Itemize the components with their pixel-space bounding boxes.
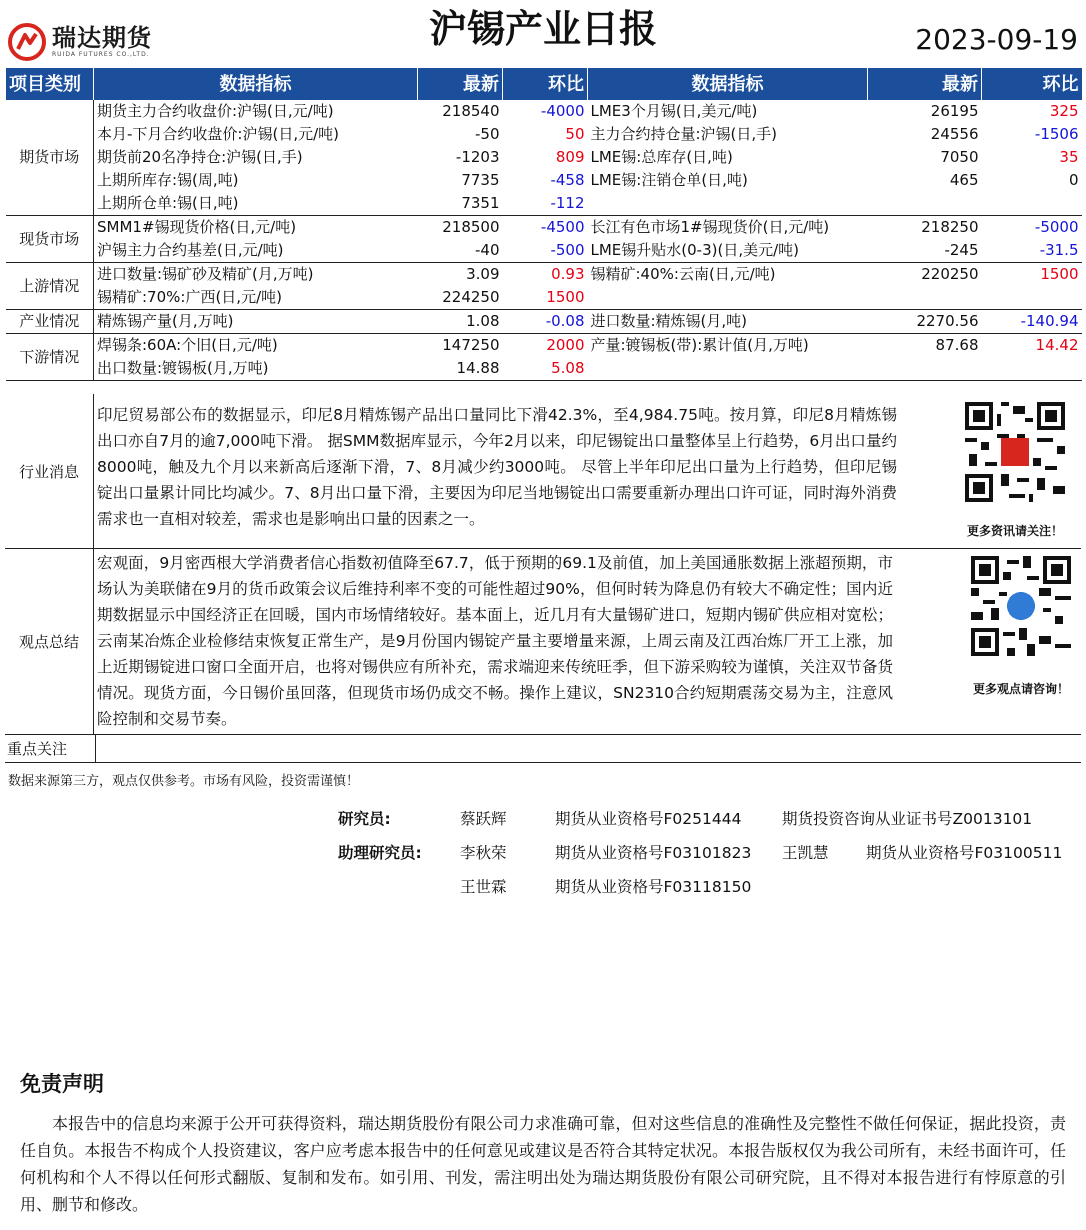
latest-cell [868,286,982,310]
latest-cell: 224250 [418,286,503,310]
change-cell: -5000 [1034,218,1079,236]
assistant-name: 王世霖 [460,878,507,896]
change-cell: -112 [503,192,588,216]
change-cell: 809 [555,148,585,166]
indicator-cell: 精炼锡产量(月,万吨) [94,310,418,334]
indicator-cell: LME3个月锡(日,美元/吨) [590,102,758,120]
change-cell: -31.5 [982,239,1082,263]
latest-cell: 1.08 [418,310,503,334]
table-row [6,123,1082,146]
focus-category: 重点关注 [5,734,96,762]
change-cell: -500 [503,239,588,263]
col-header-indicator-right: 数据指标 [588,68,868,100]
indicator-cell: 上期所仓单:锡(日,吨) [94,192,418,216]
logo-name: 瑞达期货 [52,24,152,52]
category-cell: 产业情况 [6,310,94,334]
indicator-cell: LME锡:注销仓单(日,吨) [590,171,748,189]
change-cell: 50 [565,125,585,143]
change-cell: -140.94 [982,310,1082,334]
change-cell: 1500 [503,286,588,310]
change-cell [982,286,1082,310]
qr-caption-news: 更多资讯请关注！ [966,524,1063,538]
change-cell: 5.08 [503,357,588,381]
indicator-cell [588,192,868,216]
latest-cell: -40 [418,239,503,263]
change-cell: 2000 [546,336,585,354]
disclaimer-title: 免责声明 [20,1072,104,1096]
col-header-indicator: 数据指标 [94,68,418,100]
indicator-cell: 锡精矿:40%:云南(日,元/吨) [590,265,776,283]
latest-cell: 218540 [442,102,500,120]
col-header-change: 环比 [503,68,588,100]
table-row [6,216,1082,240]
latest-cell: 14.88 [418,357,503,381]
latest-cell: 24556 [930,125,979,143]
latest-cell: 147250 [442,336,500,354]
table-row [6,169,1082,192]
change-cell: -4500 [540,218,585,236]
indicator-cell: 沪锡主力合约基差(日,元/吨) [94,239,418,263]
analyst-label: 研究员: [338,810,391,828]
indicator-cell [588,286,868,310]
category-cell: 期货市场 [6,100,94,216]
latest-cell [868,192,982,216]
category-cell: 下游情况 [6,334,94,381]
change-cell: -458 [550,171,585,189]
category-cell: 现货市场 [6,216,94,263]
latest-cell: 465 [949,171,979,189]
assistant-label: 助理研究员: [338,844,422,862]
latest-cell: 87.68 [935,336,979,354]
table-row [6,100,1082,123]
change-cell: 14.42 [1035,336,1079,354]
report-title: 沪锡产业日报 [428,7,657,51]
risk-note: 数据来源第三方，观点仅供参考。市场有风险，投资需谨慎！ [8,774,360,789]
latest-cell: 7050 [940,148,979,166]
indicator-cell: 产量:镀锡板(带):累计值(月,万吨) [590,336,809,354]
latest-cell: 3.09 [466,265,500,283]
change-cell: 0.93 [551,265,585,283]
logo-english-name: RUIDA FUTURES CO.,LTD. [52,51,150,58]
col-header-latest: 最新 [418,68,503,100]
view-summary-section [5,548,1081,735]
indicator-cell: 进口数量:精炼锡(月,吨) [588,310,868,334]
indicator-cell: LME锡升贴水(0-3)(日,美元/吨) [588,239,868,263]
assistant-cert: 期货从业资格号F03100511 [866,844,1063,862]
assistant-cert: 期货从业资格号F03118150 [555,878,752,896]
focus-section [5,734,1081,763]
indicator-cell: SMM1#锡现货价格(日,元/吨) [97,218,297,236]
latest-cell [868,357,982,381]
latest-cell: 2270.56 [868,310,982,334]
change-cell: -4000 [540,102,585,120]
industry-news-category: 行业消息 [5,394,94,548]
indicator-cell: LME锡:总库存(日,吨) [590,148,733,166]
indicator-cell: 长江有色市场1#锡现货价(日,元/吨) [590,218,830,236]
col-header-category: 项目类别 [6,68,94,100]
view-summary-text: 宏观面，9月密西根大学消费者信心指数初值降至67.7，低于预期的69.1及前值，加上美国通胀数据上涨超预期，市场认为美联储在9月的货币政策会议后维持利率不变的可能性超过90%，但何时转为降息仍有较大不确定性；国内近期数据显示中国经济正在回暖，国内市场情绪较好。基本面上，近几月有大量锡矿进口，短期内锡矿供应相对宽松；云南某冶炼企业检修结束恢复正常生产，是9月份国内锡锭产量主要增量来源，上周云南及江西冶炼厂开工上涨，加上近期锡锭进口窗口全面开启，也将对锡供应有所补充，需求端迎来传统旺季，但下游采购较为谨慎，关注双节备货情况。现货方面，今日锡价虽回落，但现货市场仍成交不畅。操作上建议，SN2310合约短期震荡交易为主，注意风险控制和交易节奏。 [97,554,893,728]
change-cell: 0 [1068,171,1079,189]
indicator-cell: 本月-下月合约收盘价:沪锡(日,元/吨) [97,125,339,143]
latest-cell: 7735 [461,171,500,189]
table-row [6,263,1082,287]
indicator-cell: 期货主力合约收盘价:沪锡(日,元/吨) [97,102,334,120]
change-cell [982,192,1082,216]
table-row [6,192,1082,216]
indicator-cell: 上期所库存:锡(周,吨) [97,171,239,189]
table-row [6,239,1082,263]
report-date: 2023-09-19 [915,23,1078,56]
col-header-latest-right: 最新 [868,68,982,100]
qr-code-icon [967,552,1075,660]
table-row [6,334,1082,358]
industry-news-section [5,394,1081,549]
assistant-name: 王凯慧 [782,844,829,862]
indicator-cell: 锡精矿:70%:广西(日,元/吨) [94,286,418,310]
view-summary-category: 观点总结 [5,548,94,734]
disclaimer-text: 本报告中的信息均来源于公开可获得资料，瑞达期货股份有限公司力求准确可靠，但对这些信息的准确性及完整性不做任何保证，据此投资，责任自负。本报告不构成个人投资建议，客户应考虑本报告中的任何意见或建议是否符合其特定状况。本报告版权仅为我公司所有，未经书面许可，任何机构和个人不得以任何形式翻版、复制和发布。如引用、刊发，需注明出处为瑞达期货股份有限公司研究院，且不得对本报告进行有悖原意的引用、删节和修改。 [20,1114,1066,1214]
qr-code-icon [961,398,1069,506]
change-cell: 325 [1049,102,1079,120]
industry-news-text: 印尼贸易部公布的数据显示，印尼8月精炼锡产品出口量同比下滑42.3%，至4,984.75吨。按月算，印尼8月精炼锡出口亦自7月的逾7,000吨下滑。 据SMM数据库显示，今年2月以来，印尼锡锭出口量整体呈上行趋势，6月出口量约8000吨，触及九个月以来新高后逐渐下滑，7、8月减少约3000吨。 尽管上半年印尼出口量为上行趋势，但印尼锡锭出口量累计同比均减少。7、8月出口量下滑，主要因为印尼当地锡锭出口需要重新办理出口许可证，同时海外消费需求也一直相对较差，需求也是影响出口量的因素之一。 [97,406,897,528]
indicator-cell [588,357,868,381]
table-header-row [6,68,1082,100]
table-row [6,146,1082,169]
change-cell: 1500 [1040,265,1079,283]
change-cell: -1506 [1034,125,1079,143]
table-row [6,286,1082,310]
table-row [6,310,1082,334]
change-cell: 35 [1059,148,1079,166]
latest-cell: -245 [868,239,982,263]
change-cell: -0.08 [503,310,588,334]
category-cell: 上游情况 [6,263,94,310]
qr-caption-view: 更多观点请咨询！ [972,682,1069,696]
indicator-cell: 进口数量:锡矿砂及精矿(月,万吨) [97,265,314,283]
analyst-name: 蔡跃辉 [460,810,507,828]
latest-cell: 218500 [442,218,500,236]
table-row [6,357,1082,381]
latest-cell: 7351 [418,192,503,216]
indicator-cell: 期货前20名净持仓:沪锡(日,手) [97,148,303,166]
change-cell [982,357,1082,381]
assistant-name: 李秋荣 [460,844,507,862]
latest-cell: 218250 [921,218,979,236]
col-header-change-right: 环比 [982,68,1082,100]
latest-cell: 26195 [930,102,979,120]
latest-cell: -1203 [455,148,500,166]
latest-cell: -50 [475,125,500,143]
assistant-cert: 期货从业资格号F03101823 [555,844,752,862]
analyst-cert: 期货从业资格号F0251444 [555,810,742,828]
data-table [5,68,1082,381]
latest-cell: 220250 [921,265,979,283]
indicator-cell: 出口数量:镀锡板(月,万吨) [94,357,418,381]
indicator-cell: 主力合约持仓量:沪锡(日,手) [590,125,778,143]
analyst-consult-cert: 期货投资咨询从业证书号Z0013101 [782,810,1033,828]
indicator-cell: 焊锡条:60A:个旧(日,元/吨) [97,336,278,354]
